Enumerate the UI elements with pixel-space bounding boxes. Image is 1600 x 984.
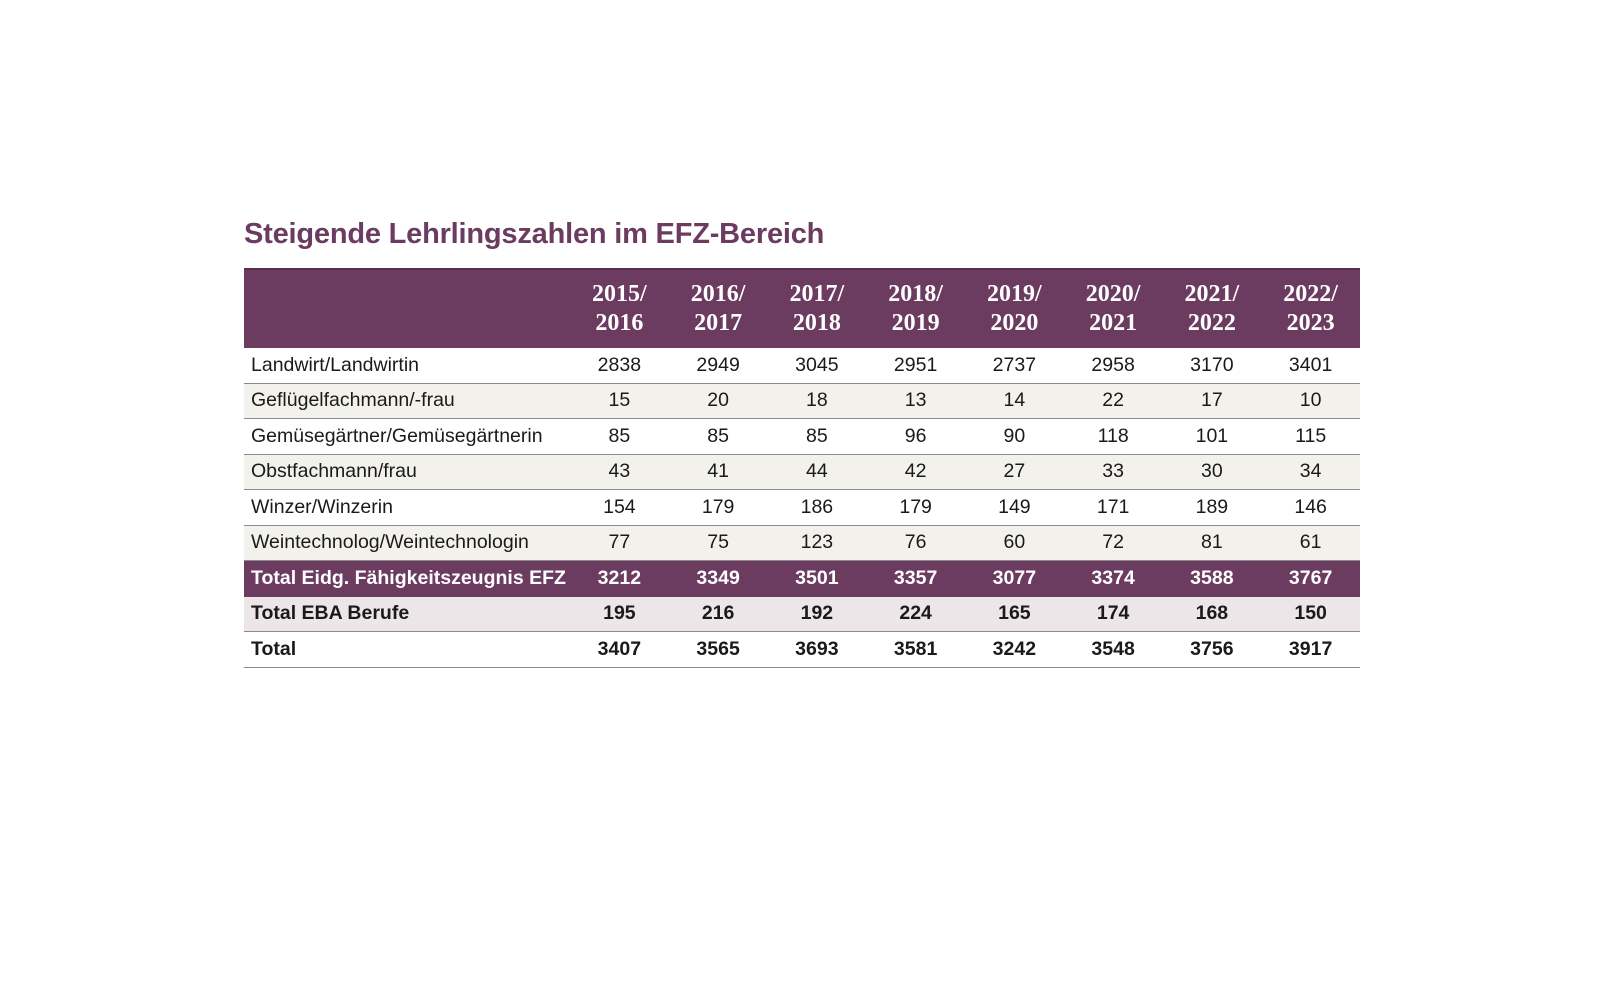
header-year-line1: 2019/ [987, 281, 1042, 307]
value-cell: 224 [866, 596, 965, 632]
value-cell: 168 [1163, 596, 1262, 632]
value-cell: 96 [866, 419, 965, 455]
total-eba-row [244, 596, 1360, 632]
value-cell: 72 [1064, 525, 1163, 561]
table-row [244, 525, 1360, 561]
header-year-line1: 2022/ [1283, 281, 1338, 307]
row-label: Winzer/Winzerin [244, 490, 570, 526]
row-label: Gemüsegärtner/Gemüsegärtnerin [244, 419, 570, 455]
value-cell: 216 [669, 596, 768, 632]
value-cell: 3349 [669, 561, 768, 597]
value-cell: 118 [1064, 419, 1163, 455]
value-cell: 15 [570, 383, 669, 419]
value-cell: 2949 [669, 348, 768, 383]
value-cell: 75 [669, 525, 768, 561]
value-cell: 189 [1163, 490, 1262, 526]
header-year-line1: 2016/ [690, 281, 746, 307]
row-label: Total [244, 632, 570, 668]
value-cell: 3374 [1064, 561, 1163, 597]
row-label: Obstfachmann/frau [244, 454, 570, 490]
header-year [866, 269, 965, 348]
header-year-line2: 2022 [1187, 310, 1236, 336]
value-cell: 101 [1163, 419, 1262, 455]
row-label: Geflügelfachmann/-frau [244, 383, 570, 419]
table-title: Steigende Lehrlingszahlen im EFZ-Bereich [244, 218, 825, 250]
value-cell: 3407 [570, 632, 669, 668]
data-table [244, 268, 1360, 668]
value-cell: 123 [768, 525, 867, 561]
total-efz-row [244, 561, 1360, 597]
value-cell: 3242 [965, 632, 1064, 668]
value-cell: 3045 [768, 348, 867, 383]
value-cell: 3767 [1261, 561, 1360, 597]
table-row [244, 454, 1360, 490]
header-year-line2: 2023 [1286, 310, 1335, 336]
header-year-line1: 2017/ [789, 281, 845, 307]
header-year-line2: 2017 [694, 310, 743, 336]
header-year-line1: 2020/ [1085, 281, 1141, 307]
value-cell: 3170 [1163, 348, 1262, 383]
value-cell: 61 [1261, 525, 1360, 561]
value-cell: 10 [1261, 383, 1360, 419]
value-cell: 30 [1163, 454, 1262, 490]
value-cell: 3401 [1261, 348, 1360, 383]
value-cell: 149 [965, 490, 1064, 526]
value-cell: 22 [1064, 383, 1163, 419]
value-cell: 14 [965, 383, 1064, 419]
value-cell: 3565 [669, 632, 768, 668]
header-year-line1: 2018/ [888, 281, 943, 307]
value-cell: 77 [570, 525, 669, 561]
row-label: Weintechnolog/Weintechnologin [244, 525, 570, 561]
value-cell: 3588 [1163, 561, 1262, 597]
header-year-line1: 2015/ [592, 281, 647, 307]
value-cell: 150 [1261, 596, 1360, 632]
table-row [244, 348, 1360, 383]
value-cell: 41 [669, 454, 768, 490]
header-year-line2: 2018 [792, 310, 841, 336]
value-cell: 90 [965, 419, 1064, 455]
value-cell: 34 [1261, 454, 1360, 490]
value-cell: 3548 [1064, 632, 1163, 668]
header-year [965, 269, 1064, 348]
value-cell: 2838 [570, 348, 669, 383]
value-cell: 81 [1163, 525, 1262, 561]
value-cell: 195 [570, 596, 669, 632]
table-row [244, 490, 1360, 526]
value-cell: 76 [866, 525, 965, 561]
header-label-cell [244, 269, 570, 348]
value-cell: 17 [1163, 383, 1262, 419]
value-cell: 20 [669, 383, 768, 419]
value-cell: 146 [1261, 490, 1360, 526]
value-cell: 13 [866, 383, 965, 419]
value-cell: 42 [866, 454, 965, 490]
header-year-line1: 2021/ [1184, 281, 1240, 307]
header-year [669, 269, 768, 348]
row-label: Total EBA Berufe [244, 596, 570, 632]
header-year-line2: 2019 [891, 310, 940, 336]
value-cell: 27 [965, 454, 1064, 490]
value-cell: 115 [1261, 419, 1360, 455]
header-year [768, 269, 867, 348]
value-cell: 33 [1064, 454, 1163, 490]
value-cell: 3357 [866, 561, 965, 597]
grand-total-row [244, 632, 1360, 668]
value-cell: 18 [768, 383, 867, 419]
table-figure [244, 214, 1360, 668]
value-cell: 3501 [768, 561, 867, 597]
value-cell: 60 [965, 525, 1064, 561]
value-cell: 43 [570, 454, 669, 490]
header-year [1261, 269, 1360, 348]
value-cell: 171 [1064, 490, 1163, 526]
value-cell: 85 [768, 419, 867, 455]
value-cell: 2737 [965, 348, 1064, 383]
value-cell: 3581 [866, 632, 965, 668]
value-cell: 179 [669, 490, 768, 526]
value-cell: 85 [570, 419, 669, 455]
value-cell: 179 [866, 490, 965, 526]
value-cell: 85 [669, 419, 768, 455]
header-row [244, 269, 1360, 348]
value-cell: 3077 [965, 561, 1064, 597]
header-year-line2: 2016 [595, 310, 644, 336]
value-cell: 192 [768, 596, 867, 632]
value-cell: 3693 [768, 632, 867, 668]
header-year [1163, 269, 1262, 348]
table-row [244, 419, 1360, 455]
value-cell: 2958 [1064, 348, 1163, 383]
row-label: Total Eidg. Fähigkeitszeugnis EFZ [244, 561, 570, 597]
value-cell: 44 [768, 454, 867, 490]
table-row [244, 383, 1360, 419]
value-cell: 186 [768, 490, 867, 526]
value-cell: 2951 [866, 348, 965, 383]
header-year [1064, 269, 1163, 348]
value-cell: 174 [1064, 596, 1163, 632]
row-label: Landwirt/Landwirtin [244, 348, 570, 383]
header-year-line2: 2020 [990, 310, 1039, 336]
header-year-line2: 2021 [1089, 310, 1138, 336]
value-cell: 3917 [1261, 632, 1360, 668]
value-cell: 3756 [1163, 632, 1262, 668]
value-cell: 3212 [570, 561, 669, 597]
value-cell: 165 [965, 596, 1064, 632]
header-year [570, 269, 669, 348]
value-cell: 154 [570, 490, 669, 526]
